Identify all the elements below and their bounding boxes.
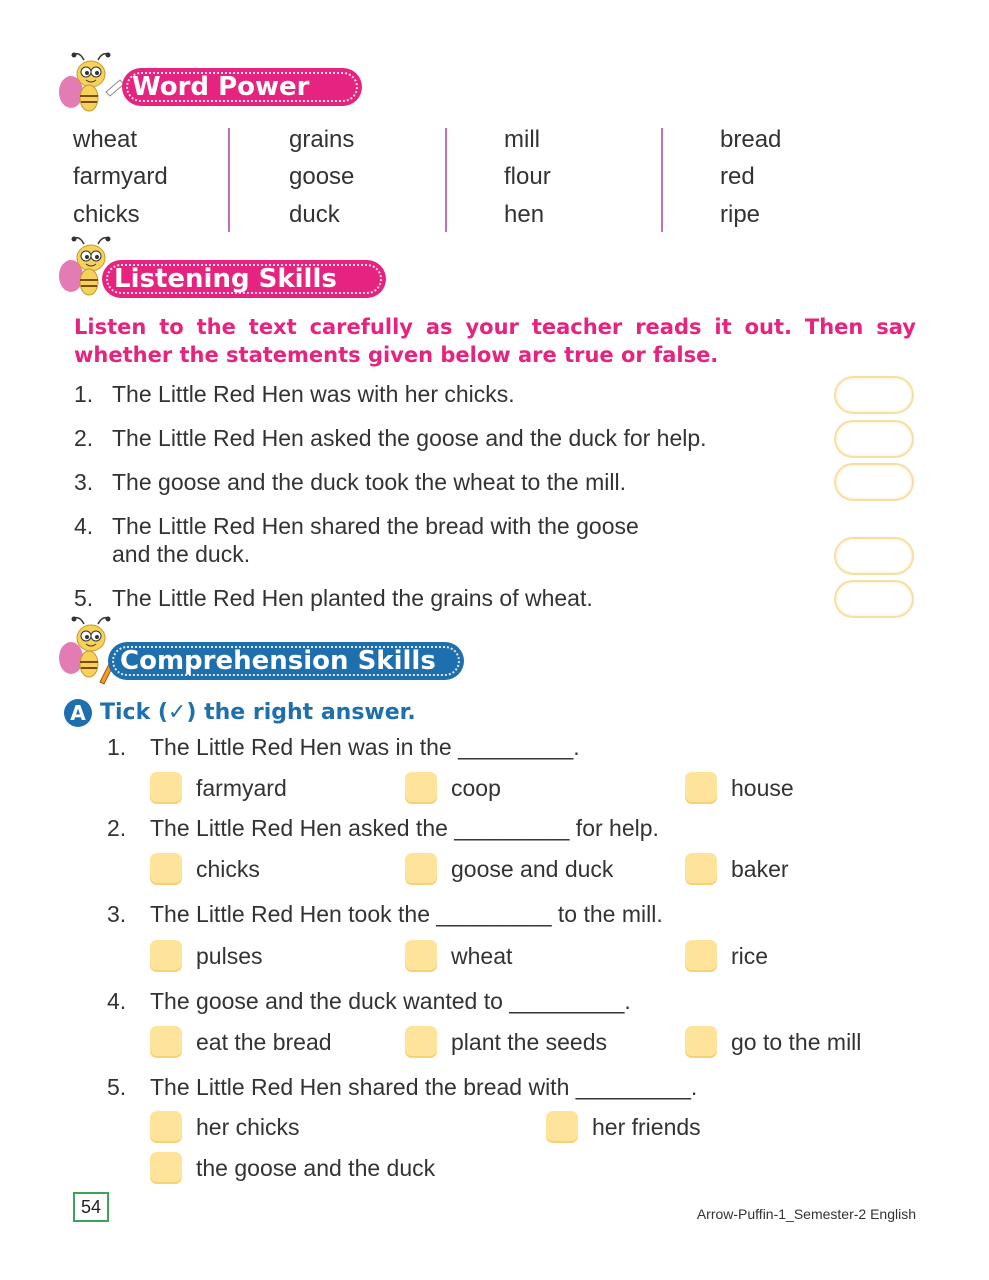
word-item: mill bbox=[504, 126, 540, 153]
word-item: flour bbox=[504, 163, 551, 190]
listening-skills-title: Listening Skills bbox=[102, 260, 386, 298]
statement-number: 1. bbox=[74, 381, 94, 407]
statement-text: The Little Red Hen planted the grains of wheat. bbox=[112, 585, 593, 611]
tick-checkbox[interactable] bbox=[150, 940, 182, 972]
statement-text: The goose and the duck took the wheat to the mill. bbox=[112, 469, 626, 495]
tick-checkbox[interactable] bbox=[685, 1026, 717, 1058]
option-label: pulses bbox=[196, 943, 263, 969]
option-label: wheat bbox=[451, 943, 513, 969]
statement-number: 5. bbox=[74, 585, 94, 611]
section-a-heading bbox=[64, 699, 416, 727]
tick-checkbox[interactable] bbox=[150, 1111, 182, 1143]
word-item: red bbox=[720, 163, 755, 190]
question-text: The goose and the duck wanted to _________. bbox=[150, 988, 631, 1014]
tick-checkbox[interactable] bbox=[405, 940, 437, 972]
true-false-answer-box[interactable] bbox=[834, 376, 914, 414]
tick-checkbox[interactable] bbox=[150, 772, 182, 804]
question-text: The Little Red Hen asked the _________ for help. bbox=[150, 815, 659, 841]
option-label: coop bbox=[451, 775, 501, 801]
statement-text: The Little Red Hen was with her chicks. bbox=[112, 381, 515, 407]
tick-checkbox[interactable] bbox=[685, 940, 717, 972]
statement-number: 2. bbox=[74, 425, 94, 451]
word-item: chicks bbox=[73, 201, 140, 228]
column-divider bbox=[228, 128, 230, 232]
option-label: the goose and the duck bbox=[196, 1155, 436, 1181]
section-a-instruction: Tick (✓) the right answer. bbox=[100, 700, 416, 725]
question-number: 2. bbox=[107, 815, 127, 841]
question-text: The Little Red Hen took the _________ to the mill. bbox=[150, 901, 663, 927]
true-false-answer-box[interactable] bbox=[834, 463, 914, 501]
question-number: 1. bbox=[107, 734, 127, 760]
tick-checkbox[interactable] bbox=[405, 772, 437, 804]
statement-text: The Little Red Hen shared the bread with the goose bbox=[112, 513, 639, 539]
option-label: her chicks bbox=[196, 1114, 300, 1140]
word-item: farmyard bbox=[73, 163, 168, 190]
tick-checkbox[interactable] bbox=[405, 853, 437, 885]
option-label: her friends bbox=[592, 1114, 701, 1140]
footer-book-title: Arrow-Puffin-1_Semester-2 English bbox=[696, 1206, 916, 1222]
statement-text: The Little Red Hen asked the goose and the duck for help. bbox=[112, 425, 707, 451]
option-label: chicks bbox=[196, 856, 260, 882]
statement-text: and the duck. bbox=[112, 541, 251, 567]
option-label: baker bbox=[731, 856, 789, 882]
listening-instruction: Listen to the text carefully as your teacher reads it out. Then say whether the statements given below are true or false. bbox=[74, 315, 916, 367]
question-text: The Little Red Hen was in the _________. bbox=[150, 734, 580, 760]
column-divider bbox=[661, 128, 663, 232]
section-a-badge: A bbox=[64, 699, 92, 727]
option-label: plant the seeds bbox=[451, 1029, 608, 1055]
statement-number: 3. bbox=[74, 469, 94, 495]
tick-checkbox[interactable] bbox=[405, 1026, 437, 1058]
question-text: The Little Red Hen shared the bread with _________. bbox=[150, 1074, 698, 1100]
tick-checkbox[interactable] bbox=[685, 772, 717, 804]
option-label: goose and duck bbox=[451, 856, 614, 882]
page-number: 54 bbox=[73, 1192, 109, 1222]
word-item: ripe bbox=[720, 201, 761, 228]
word-item: grains bbox=[289, 126, 355, 153]
true-false-answer-box[interactable] bbox=[834, 580, 914, 618]
question-number: 4. bbox=[107, 988, 127, 1014]
option-label: eat the bread bbox=[196, 1029, 332, 1055]
column-divider bbox=[445, 128, 447, 232]
bee-mascot-icon bbox=[56, 52, 126, 116]
tick-checkbox[interactable] bbox=[546, 1111, 578, 1143]
option-label: farmyard bbox=[196, 775, 287, 801]
word-item: goose bbox=[289, 163, 355, 190]
option-label: rice bbox=[731, 943, 769, 969]
tick-checkbox[interactable] bbox=[150, 1026, 182, 1058]
question-number: 3. bbox=[107, 901, 127, 927]
true-false-answer-box[interactable] bbox=[834, 420, 914, 458]
tick-checkbox[interactable] bbox=[150, 853, 182, 885]
option-label: go to the mill bbox=[731, 1029, 862, 1055]
true-false-answer-box[interactable] bbox=[834, 537, 914, 575]
tick-checkbox[interactable] bbox=[150, 1152, 182, 1184]
word-item: hen bbox=[504, 201, 545, 228]
word-item: wheat bbox=[73, 126, 138, 153]
question-number: 5. bbox=[107, 1074, 127, 1100]
word-item: bread bbox=[720, 126, 782, 153]
word-power-title: Word Power bbox=[122, 68, 362, 106]
statement-number: 4. bbox=[74, 513, 94, 539]
option-label: house bbox=[731, 775, 794, 801]
word-item: duck bbox=[289, 201, 340, 228]
comprehension-skills-title: Comprehension Skills bbox=[108, 642, 464, 680]
tick-checkbox[interactable] bbox=[685, 853, 717, 885]
